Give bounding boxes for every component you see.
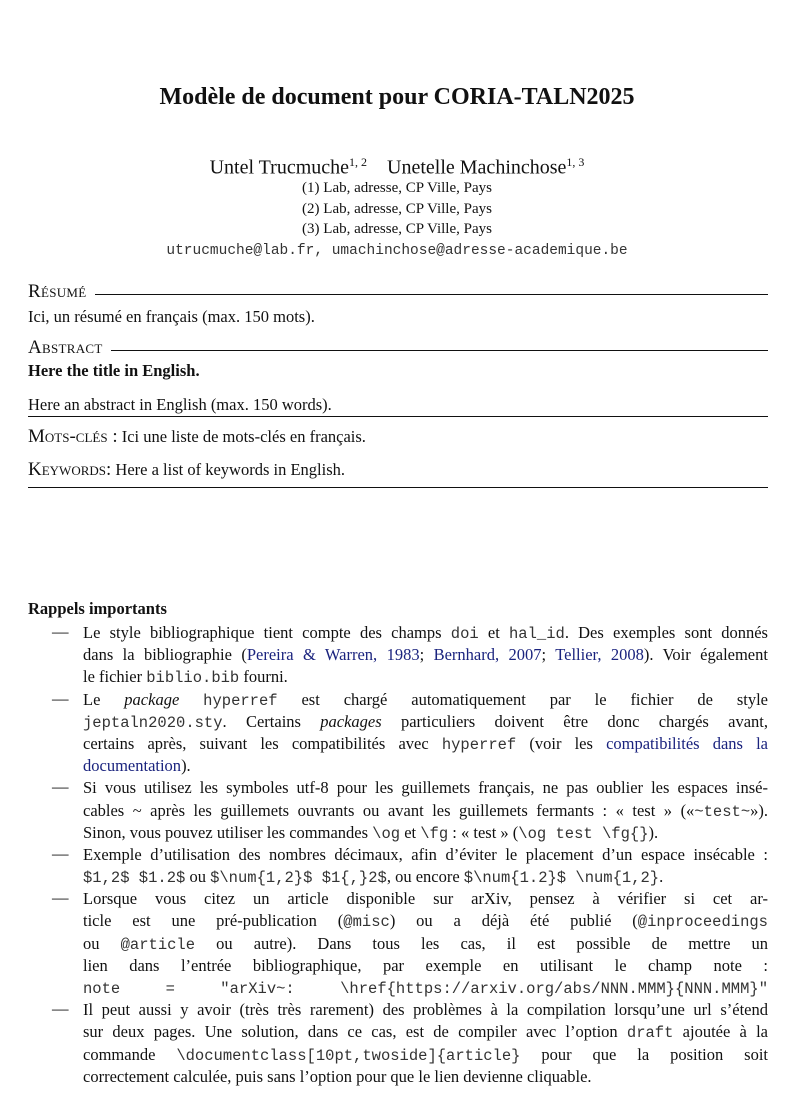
code-text: \og test \fg{} bbox=[518, 824, 649, 843]
text-line: $1,2$ $1.2$ ou $\num{1,2}$ $1{,}2$, ou encore $\num{1.2}$ \num{1,2}. bbox=[83, 867, 664, 888]
text-line: cables ~ après les guillemets ouvrants ou avant les guillemets fermants : « test » («~test~»). bbox=[83, 800, 768, 821]
emails: utrucmuche@lab.fr, umachinchose@adresse-academique.be bbox=[166, 243, 628, 259]
keywords-label: Keywords: bbox=[28, 459, 112, 480]
code-text: @inproceedings bbox=[637, 913, 768, 932]
bullet-dash: — bbox=[52, 688, 69, 708]
italic-text: package bbox=[124, 689, 180, 709]
citation-link[interactable]: Tellier, 2008 bbox=[555, 645, 644, 665]
text-line bbox=[83, 977, 768, 999]
text-line: lien dans l’entrée bibliographique, par exemple en utilisant le champ note : bbox=[83, 955, 768, 975]
italic-text: packages bbox=[320, 711, 382, 731]
motscles-text: Ici une liste de mots-clés en français. bbox=[121, 427, 366, 446]
list-item bbox=[28, 777, 768, 844]
text-line: jeptaln2020.sty. Certains packages particuliers doivent être donc chargés avant, bbox=[83, 711, 768, 732]
text-line: sur deux pages. Une solution, dans ce cas, est de compiler avec l’option draft ajoutée à la bbox=[83, 1022, 769, 1043]
divider bbox=[28, 487, 768, 488]
list-item bbox=[28, 622, 768, 689]
text-line: Exemple d’utilisation des nombres décimaux, afin d’éviter le placement d’un espace insécable : bbox=[83, 844, 768, 864]
divider bbox=[111, 350, 768, 351]
citation-link[interactable]: Bernhard, 2007 bbox=[433, 645, 542, 665]
rappels-heading: Rappels importants bbox=[28, 599, 167, 618]
list-item bbox=[28, 689, 768, 778]
code-text: $1,2$ $1.2$ bbox=[83, 869, 186, 888]
text-line: ticle est une pré-publication (@misc) ou a déjà été publié (@inproceedings bbox=[83, 911, 768, 932]
resume-text: Ici, un résumé en français (max. 150 mots). bbox=[28, 307, 315, 326]
affiliation: (2) Lab, adresse, CP Ville, Pays bbox=[302, 201, 492, 217]
rappels-list bbox=[28, 622, 768, 1088]
bullet-dash: — bbox=[52, 843, 69, 863]
divider bbox=[95, 294, 768, 295]
text-line: Si vous utilisez les symboles utf-8 pour les guillemets français, ne pas oublier les espaces insé- bbox=[83, 778, 768, 798]
author-name: Untel Trucmuche bbox=[209, 156, 350, 179]
text-line: ou @article ou autre). Dans tous les cas, il est possible de mettre un bbox=[83, 933, 769, 954]
code-text: \fg bbox=[420, 824, 449, 843]
code-text: $\num{1,2}$ $1{,}2$ bbox=[210, 869, 387, 888]
code-text: draft bbox=[626, 1024, 674, 1043]
text-line: dans la bibliographie (Pereira & Warren, 1983; Bernhard, 2007; Tellier, 2008). Voir également bbox=[83, 645, 768, 665]
bullet-dash: — bbox=[52, 777, 69, 797]
keywords-text: Here a list of keywords in English. bbox=[115, 460, 345, 479]
abstract-title: Here the title in English. bbox=[28, 361, 200, 380]
code-text: note = "arXiv~: \href{https://arxiv.org/abs/NNN.MMM}{NNN.MMM}" bbox=[83, 980, 768, 998]
divider bbox=[28, 416, 768, 417]
abstract-label: Abstract bbox=[28, 337, 103, 358]
abstract-text: Here an abstract in English (max. 150 words). bbox=[28, 395, 332, 414]
keywords bbox=[28, 459, 345, 481]
list-item bbox=[28, 888, 768, 999]
author-name: Unetelle Machinchose bbox=[387, 156, 567, 179]
authors bbox=[0, 155, 794, 180]
citation-link[interactable]: compatibilités dans la bbox=[606, 733, 769, 753]
code-text: hal_id bbox=[509, 625, 565, 643]
bullet-dash: — bbox=[52, 622, 69, 641]
text-line: Il peut aussi y avoir (très très rarement) des problèmes à la compilation lorsqu’une url s’étend bbox=[83, 1000, 768, 1020]
text-line: Le style bibliographique tient compte des champs doi et hal_id. Des exemples sont donnés bbox=[83, 623, 768, 643]
page-title: Modèle de document pour CORIA-TALN2025 bbox=[159, 84, 635, 110]
code-text: @misc bbox=[343, 913, 390, 932]
code-text: hyperref bbox=[441, 735, 517, 754]
code-text: \og bbox=[372, 824, 401, 843]
resume-label: Résumé bbox=[28, 281, 87, 302]
text-line: le fichier biblio.bib fourni. bbox=[83, 667, 288, 688]
code-text: ~test~ bbox=[694, 802, 751, 821]
text-line: certains après, suivant les compatibilités avec hyperref (voir les compatibilités dans la bbox=[83, 733, 769, 754]
code-text: doi bbox=[450, 625, 479, 643]
text-line: documentation). bbox=[83, 756, 191, 776]
bullet-dash: — bbox=[52, 888, 69, 908]
motscles-label: Mots-clés : bbox=[28, 426, 118, 447]
abstract-heading bbox=[28, 337, 768, 359]
author-affil: 1, 2 bbox=[349, 155, 368, 169]
code-text: hyperref bbox=[203, 691, 278, 710]
list-item bbox=[28, 999, 768, 1088]
author-affil: 1, 3 bbox=[566, 155, 585, 169]
text-line: Lorsque vous citez un article disponible sur arXiv, pensez à vérifier si cet ar- bbox=[83, 889, 768, 909]
text-line: correctement calculée, puis sans l’option pour que le lien devienne cliquable. bbox=[83, 1066, 592, 1086]
citation-link[interactable]: documentation bbox=[83, 756, 182, 776]
text-line: commande \documentclass[10pt,twoside]{article} pour que la position soit bbox=[83, 1044, 769, 1065]
citation-link[interactable]: Pereira & Warren, 1983 bbox=[246, 645, 420, 665]
text-line: Le package hyperref est chargé automatiquement par le fichier de style bbox=[83, 689, 769, 710]
code-text: jeptaln2020.sty bbox=[83, 713, 223, 732]
resume-heading bbox=[28, 281, 768, 303]
code-text: \documentclass[10pt,twoside]{article} bbox=[176, 1046, 521, 1065]
list-item bbox=[28, 844, 768, 888]
affiliation: (1) Lab, adresse, CP Ville, Pays bbox=[302, 180, 492, 196]
code-text: @article bbox=[120, 935, 196, 954]
affiliation: (3) Lab, adresse, CP Ville, Pays bbox=[302, 221, 492, 237]
text-line: Sinon, vous pouvez utiliser les commandes \og et \fg : « test » (\og test \fg{}). bbox=[83, 822, 659, 843]
bullet-dash: — bbox=[52, 999, 69, 1019]
motscles bbox=[28, 426, 366, 448]
code-text: $\num{1.2}$ \num{1,2} bbox=[463, 869, 660, 888]
code-text: biblio.bib bbox=[146, 669, 240, 688]
